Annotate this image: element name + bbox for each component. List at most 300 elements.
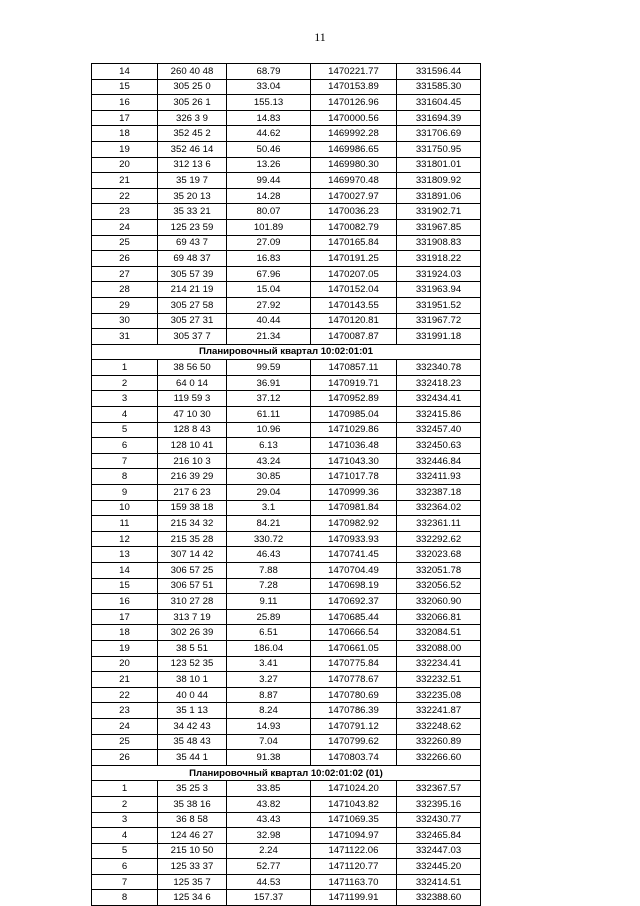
direction-angle-cell: 216 39 29 xyxy=(158,469,227,485)
direction-angle-cell: 310 27 28 xyxy=(158,594,227,610)
point-number-cell: 27 xyxy=(92,266,158,282)
table-row xyxy=(92,251,481,267)
length-cell: 8.87 xyxy=(227,687,311,703)
table-row xyxy=(92,703,481,719)
direction-angle-cell: 69 43 7 xyxy=(158,235,227,251)
x-coordinate-cell: 1471036.48 xyxy=(311,438,397,454)
point-number-cell: 16 xyxy=(92,594,158,610)
table-row xyxy=(92,625,481,641)
length-cell: 50.46 xyxy=(227,141,311,157)
x-coordinate-cell: 1470666.54 xyxy=(311,625,397,641)
x-coordinate-cell: 1470982.92 xyxy=(311,516,397,532)
table-row xyxy=(92,843,481,859)
direction-angle-cell: 306 57 51 xyxy=(158,578,227,594)
x-coordinate-cell: 1470952.89 xyxy=(311,391,397,407)
y-coordinate-cell: 332051.78 xyxy=(397,563,481,579)
length-cell: 157.37 xyxy=(227,890,311,906)
coordinates-table-body xyxy=(92,64,481,906)
length-cell: 36.91 xyxy=(227,375,311,391)
x-coordinate-cell: 1470791.12 xyxy=(311,718,397,734)
table-row xyxy=(92,531,481,547)
point-number-cell: 25 xyxy=(92,235,158,251)
table-row xyxy=(92,219,481,235)
x-coordinate-cell: 1470780.69 xyxy=(311,687,397,703)
x-coordinate-cell: 1470120.81 xyxy=(311,313,397,329)
length-cell: 40.44 xyxy=(227,313,311,329)
x-coordinate-cell: 1470704.49 xyxy=(311,563,397,579)
point-number-cell: 30 xyxy=(92,313,158,329)
direction-angle-cell: 216 10 3 xyxy=(158,453,227,469)
point-number-cell: 2 xyxy=(92,796,158,812)
direction-angle-cell: 312 13 6 xyxy=(158,157,227,173)
table-row xyxy=(92,110,481,126)
point-number-cell: 25 xyxy=(92,734,158,750)
y-coordinate-cell: 331891.06 xyxy=(397,188,481,204)
length-cell: 8.24 xyxy=(227,703,311,719)
length-cell: 7.28 xyxy=(227,578,311,594)
table-row xyxy=(92,126,481,142)
direction-angle-cell: 313 7 19 xyxy=(158,609,227,625)
length-cell: 330.72 xyxy=(227,531,311,547)
point-number-cell: 15 xyxy=(92,79,158,95)
y-coordinate-cell: 332411.93 xyxy=(397,469,481,485)
y-coordinate-cell: 332361.11 xyxy=(397,516,481,532)
x-coordinate-cell: 1470741.45 xyxy=(311,547,397,563)
page-number: 11 xyxy=(314,30,326,44)
direction-angle-cell: 69 48 37 xyxy=(158,251,227,267)
y-coordinate-cell: 332447.03 xyxy=(397,843,481,859)
x-coordinate-cell: 1470933.93 xyxy=(311,531,397,547)
direction-angle-cell: 38 5 51 xyxy=(158,640,227,656)
point-number-cell: 26 xyxy=(92,251,158,267)
length-cell: 61.11 xyxy=(227,407,311,423)
section-title: Планировочный квартал 10:02:01:01 xyxy=(92,344,481,360)
y-coordinate-cell: 332395.16 xyxy=(397,796,481,812)
length-cell: 44.62 xyxy=(227,126,311,142)
point-number-cell: 7 xyxy=(92,874,158,890)
direction-angle-cell: 38 10 1 xyxy=(158,672,227,688)
direction-angle-cell: 128 10 41 xyxy=(158,438,227,454)
point-number-cell: 3 xyxy=(92,391,158,407)
x-coordinate-cell: 1471024.20 xyxy=(311,781,397,797)
direction-angle-cell: 326 3 9 xyxy=(158,110,227,126)
table-row xyxy=(92,407,481,423)
length-cell: 21.34 xyxy=(227,329,311,345)
y-coordinate-cell: 332056.52 xyxy=(397,578,481,594)
length-cell: 43.24 xyxy=(227,453,311,469)
length-cell: 99.44 xyxy=(227,173,311,189)
table-row xyxy=(92,282,481,298)
y-coordinate-cell: 332445.20 xyxy=(397,859,481,875)
point-number-cell: 5 xyxy=(92,422,158,438)
table-row xyxy=(92,672,481,688)
x-coordinate-cell: 1470692.37 xyxy=(311,594,397,610)
y-coordinate-cell: 332260.89 xyxy=(397,734,481,750)
x-coordinate-cell: 1470919.71 xyxy=(311,375,397,391)
point-number-cell: 8 xyxy=(92,890,158,906)
y-coordinate-cell: 331604.45 xyxy=(397,95,481,111)
length-cell: 186.04 xyxy=(227,640,311,656)
y-coordinate-cell: 331809.92 xyxy=(397,173,481,189)
y-coordinate-cell: 332241.87 xyxy=(397,703,481,719)
table-row xyxy=(92,812,481,828)
y-coordinate-cell: 331585.30 xyxy=(397,79,481,95)
y-coordinate-cell: 332364.02 xyxy=(397,500,481,516)
table-row xyxy=(92,734,481,750)
direction-angle-cell: 305 57 39 xyxy=(158,266,227,282)
direction-angle-cell: 214 21 19 xyxy=(158,282,227,298)
table-row xyxy=(92,266,481,282)
direction-angle-cell: 35 20 13 xyxy=(158,188,227,204)
length-cell: 14.83 xyxy=(227,110,311,126)
y-coordinate-cell: 331801.01 xyxy=(397,157,481,173)
table-row xyxy=(92,563,481,579)
table-row xyxy=(92,656,481,672)
y-coordinate-cell: 332388.60 xyxy=(397,890,481,906)
length-cell: 6.51 xyxy=(227,625,311,641)
direction-angle-cell: 352 45 2 xyxy=(158,126,227,142)
table-row xyxy=(92,438,481,454)
y-coordinate-cell: 332434.41 xyxy=(397,391,481,407)
length-cell: 84.21 xyxy=(227,516,311,532)
y-coordinate-cell: 331750.95 xyxy=(397,141,481,157)
y-coordinate-cell: 332023.68 xyxy=(397,547,481,563)
point-number-cell: 19 xyxy=(92,141,158,157)
point-number-cell: 31 xyxy=(92,329,158,345)
length-cell: 7.04 xyxy=(227,734,311,750)
y-coordinate-cell: 331596.44 xyxy=(397,64,481,80)
table-row xyxy=(92,64,481,80)
table-row xyxy=(92,687,481,703)
y-coordinate-cell: 332450.63 xyxy=(397,438,481,454)
point-number-cell: 1 xyxy=(92,781,158,797)
point-number-cell: 22 xyxy=(92,687,158,703)
direction-angle-cell: 64 0 14 xyxy=(158,375,227,391)
table-row xyxy=(92,95,481,111)
point-number-cell: 12 xyxy=(92,531,158,547)
y-coordinate-cell: 331908.83 xyxy=(397,235,481,251)
table-row xyxy=(92,157,481,173)
direction-angle-cell: 305 37 7 xyxy=(158,329,227,345)
x-coordinate-cell: 1470799.62 xyxy=(311,734,397,750)
direction-angle-cell: 305 26 1 xyxy=(158,95,227,111)
x-coordinate-cell: 1470778.67 xyxy=(311,672,397,688)
table-row xyxy=(92,609,481,625)
table-row xyxy=(92,173,481,189)
table-row xyxy=(92,375,481,391)
point-number-cell: 24 xyxy=(92,219,158,235)
direction-angle-cell: 305 25 0 xyxy=(158,79,227,95)
x-coordinate-cell: 1470191.25 xyxy=(311,251,397,267)
direction-angle-cell: 35 1 13 xyxy=(158,703,227,719)
point-number-cell: 5 xyxy=(92,843,158,859)
y-coordinate-cell: 332292.62 xyxy=(397,531,481,547)
length-cell: 99.59 xyxy=(227,360,311,376)
table-row xyxy=(92,890,481,906)
y-coordinate-cell: 332060.90 xyxy=(397,594,481,610)
y-coordinate-cell: 332414.51 xyxy=(397,874,481,890)
length-cell: 33.85 xyxy=(227,781,311,797)
y-coordinate-cell: 331967.85 xyxy=(397,219,481,235)
point-number-cell: 18 xyxy=(92,126,158,142)
y-coordinate-cell: 331918.22 xyxy=(397,251,481,267)
length-cell: 7.88 xyxy=(227,563,311,579)
table-row xyxy=(92,422,481,438)
table-row xyxy=(92,718,481,734)
y-coordinate-cell: 332367.57 xyxy=(397,781,481,797)
length-cell: 43.43 xyxy=(227,812,311,828)
x-coordinate-cell: 1470685.44 xyxy=(311,609,397,625)
length-cell: 155.13 xyxy=(227,95,311,111)
direction-angle-cell: 36 8 58 xyxy=(158,812,227,828)
y-coordinate-cell: 332457.40 xyxy=(397,422,481,438)
length-cell: 101.89 xyxy=(227,219,311,235)
y-coordinate-cell: 332084.51 xyxy=(397,625,481,641)
point-number-cell: 29 xyxy=(92,297,158,313)
y-coordinate-cell: 332430.77 xyxy=(397,812,481,828)
y-coordinate-cell: 332418.23 xyxy=(397,375,481,391)
x-coordinate-cell: 1471043.82 xyxy=(311,796,397,812)
point-number-cell: 14 xyxy=(92,563,158,579)
direction-angle-cell: 306 57 25 xyxy=(158,563,227,579)
table-row xyxy=(92,360,481,376)
x-coordinate-cell: 1470999.36 xyxy=(311,485,397,501)
y-coordinate-cell: 332234.41 xyxy=(397,656,481,672)
point-number-cell: 17 xyxy=(92,609,158,625)
x-coordinate-cell: 1470000.56 xyxy=(311,110,397,126)
x-coordinate-cell: 1470207.05 xyxy=(311,266,397,282)
direction-angle-cell: 38 56 50 xyxy=(158,360,227,376)
direction-angle-cell: 35 19 7 xyxy=(158,173,227,189)
y-coordinate-cell: 331967.72 xyxy=(397,313,481,329)
x-coordinate-cell: 1469986.65 xyxy=(311,141,397,157)
x-coordinate-cell: 1471069.35 xyxy=(311,812,397,828)
point-number-cell: 26 xyxy=(92,750,158,766)
y-coordinate-cell: 331924.03 xyxy=(397,266,481,282)
point-number-cell: 2 xyxy=(92,375,158,391)
direction-angle-cell: 34 42 43 xyxy=(158,718,227,734)
length-cell: 16.83 xyxy=(227,251,311,267)
point-number-cell: 6 xyxy=(92,859,158,875)
y-coordinate-cell: 331991.18 xyxy=(397,329,481,345)
y-coordinate-cell: 332235.08 xyxy=(397,687,481,703)
point-number-cell: 1 xyxy=(92,360,158,376)
table-row xyxy=(92,141,481,157)
x-coordinate-cell: 1471094.97 xyxy=(311,828,397,844)
table-row xyxy=(92,204,481,220)
table-row xyxy=(92,640,481,656)
length-cell: 2.24 xyxy=(227,843,311,859)
table-row xyxy=(92,313,481,329)
direction-angle-cell: 125 33 37 xyxy=(158,859,227,875)
table-row xyxy=(92,828,481,844)
point-number-cell: 21 xyxy=(92,173,158,189)
x-coordinate-cell: 1470775.84 xyxy=(311,656,397,672)
direction-angle-cell: 307 14 42 xyxy=(158,547,227,563)
point-number-cell: 13 xyxy=(92,547,158,563)
direction-angle-cell: 35 33 21 xyxy=(158,204,227,220)
direction-angle-cell: 305 27 31 xyxy=(158,313,227,329)
length-cell: 43.82 xyxy=(227,796,311,812)
length-cell: 25.89 xyxy=(227,609,311,625)
length-cell: 3.1 xyxy=(227,500,311,516)
x-coordinate-cell: 1471017.78 xyxy=(311,469,397,485)
table-row xyxy=(92,594,481,610)
direction-angle-cell: 159 38 18 xyxy=(158,500,227,516)
point-number-cell: 18 xyxy=(92,625,158,641)
x-coordinate-cell: 1470087.87 xyxy=(311,329,397,345)
table-row xyxy=(92,453,481,469)
point-number-cell: 9 xyxy=(92,485,158,501)
length-cell: 15.04 xyxy=(227,282,311,298)
point-number-cell: 16 xyxy=(92,95,158,111)
x-coordinate-cell: 1470027.97 xyxy=(311,188,397,204)
direction-angle-cell: 305 27 58 xyxy=(158,297,227,313)
x-coordinate-cell: 1471029.86 xyxy=(311,422,397,438)
length-cell: 14.28 xyxy=(227,188,311,204)
direction-angle-cell: 125 34 6 xyxy=(158,890,227,906)
direction-angle-cell: 215 10 50 xyxy=(158,843,227,859)
length-cell: 44.53 xyxy=(227,874,311,890)
direction-angle-cell: 35 48 43 xyxy=(158,734,227,750)
table-row xyxy=(92,859,481,875)
table-row xyxy=(92,79,481,95)
point-number-cell: 11 xyxy=(92,516,158,532)
direction-angle-cell: 215 34 32 xyxy=(158,516,227,532)
direction-angle-cell: 35 25 3 xyxy=(158,781,227,797)
length-cell: 9.11 xyxy=(227,594,311,610)
direction-angle-cell: 35 44 1 xyxy=(158,750,227,766)
y-coordinate-cell: 331902.71 xyxy=(397,204,481,220)
table-row xyxy=(92,874,481,890)
table-row xyxy=(92,796,481,812)
x-coordinate-cell: 1469992.28 xyxy=(311,126,397,142)
direction-angle-cell: 302 26 39 xyxy=(158,625,227,641)
point-number-cell: 20 xyxy=(92,656,158,672)
x-coordinate-cell: 1470698.19 xyxy=(311,578,397,594)
length-cell: 14.93 xyxy=(227,718,311,734)
length-cell: 27.09 xyxy=(227,235,311,251)
length-cell: 91.38 xyxy=(227,750,311,766)
point-number-cell: 7 xyxy=(92,453,158,469)
table-row xyxy=(92,235,481,251)
x-coordinate-cell: 1470165.84 xyxy=(311,235,397,251)
x-coordinate-cell: 1470803.74 xyxy=(311,750,397,766)
y-coordinate-cell: 331963.94 xyxy=(397,282,481,298)
table-row xyxy=(92,578,481,594)
y-coordinate-cell: 331694.39 xyxy=(397,110,481,126)
table-row xyxy=(92,485,481,501)
length-cell: 68.79 xyxy=(227,64,311,80)
table-row xyxy=(92,547,481,563)
length-cell: 37.12 xyxy=(227,391,311,407)
y-coordinate-cell: 332465.84 xyxy=(397,828,481,844)
point-number-cell: 28 xyxy=(92,282,158,298)
point-number-cell: 8 xyxy=(92,469,158,485)
x-coordinate-cell: 1469980.30 xyxy=(311,157,397,173)
section-title: Планировочный квартал 10:02:01:02 (01) xyxy=(92,765,481,781)
table-row xyxy=(92,500,481,516)
table-row xyxy=(92,391,481,407)
point-number-cell: 17 xyxy=(92,110,158,126)
x-coordinate-cell: 1470985.04 xyxy=(311,407,397,423)
length-cell: 80.07 xyxy=(227,204,311,220)
direction-angle-cell: 35 38 16 xyxy=(158,796,227,812)
length-cell: 3.41 xyxy=(227,656,311,672)
section-header-row xyxy=(92,344,481,360)
length-cell: 10.96 xyxy=(227,422,311,438)
length-cell: 29.04 xyxy=(227,485,311,501)
y-coordinate-cell: 332066.81 xyxy=(397,609,481,625)
y-coordinate-cell: 332088.00 xyxy=(397,640,481,656)
x-coordinate-cell: 1470126.96 xyxy=(311,95,397,111)
point-number-cell: 24 xyxy=(92,718,158,734)
table-row xyxy=(92,781,481,797)
section-header-row xyxy=(92,765,481,781)
x-coordinate-cell: 1470143.55 xyxy=(311,297,397,313)
y-coordinate-cell: 332248.62 xyxy=(397,718,481,734)
x-coordinate-cell: 1471122.06 xyxy=(311,843,397,859)
table-row xyxy=(92,469,481,485)
point-number-cell: 19 xyxy=(92,640,158,656)
length-cell: 13.26 xyxy=(227,157,311,173)
x-coordinate-cell: 1470082.79 xyxy=(311,219,397,235)
length-cell: 6.13 xyxy=(227,438,311,454)
table-row xyxy=(92,297,481,313)
point-number-cell: 21 xyxy=(92,672,158,688)
x-coordinate-cell: 1469970.48 xyxy=(311,173,397,189)
x-coordinate-cell: 1471120.77 xyxy=(311,859,397,875)
length-cell: 27.92 xyxy=(227,297,311,313)
point-number-cell: 15 xyxy=(92,578,158,594)
coordinates-table xyxy=(91,63,481,906)
direction-angle-cell: 260 40 48 xyxy=(158,64,227,80)
y-coordinate-cell: 331951.52 xyxy=(397,297,481,313)
y-coordinate-cell: 332387.18 xyxy=(397,485,481,501)
x-coordinate-cell: 1471043.30 xyxy=(311,453,397,469)
direction-angle-cell: 352 46 14 xyxy=(158,141,227,157)
y-coordinate-cell: 332232.51 xyxy=(397,672,481,688)
length-cell: 32.98 xyxy=(227,828,311,844)
point-number-cell: 20 xyxy=(92,157,158,173)
point-number-cell: 10 xyxy=(92,500,158,516)
point-number-cell: 14 xyxy=(92,64,158,80)
direction-angle-cell: 124 46 27 xyxy=(158,828,227,844)
y-coordinate-cell: 331706.69 xyxy=(397,126,481,142)
direction-angle-cell: 217 6 23 xyxy=(158,485,227,501)
direction-angle-cell: 128 8 43 xyxy=(158,422,227,438)
point-number-cell: 6 xyxy=(92,438,158,454)
length-cell: 52.77 xyxy=(227,859,311,875)
point-number-cell: 23 xyxy=(92,703,158,719)
point-number-cell: 22 xyxy=(92,188,158,204)
y-coordinate-cell: 332340.78 xyxy=(397,360,481,376)
point-number-cell: 4 xyxy=(92,828,158,844)
x-coordinate-cell: 1470153.89 xyxy=(311,79,397,95)
table-row xyxy=(92,329,481,345)
x-coordinate-cell: 1470981.84 xyxy=(311,500,397,516)
direction-angle-cell: 123 52 35 xyxy=(158,656,227,672)
direction-angle-cell: 40 0 44 xyxy=(158,687,227,703)
length-cell: 33.04 xyxy=(227,79,311,95)
y-coordinate-cell: 332446.84 xyxy=(397,453,481,469)
direction-angle-cell: 119 59 3 xyxy=(158,391,227,407)
length-cell: 67.96 xyxy=(227,266,311,282)
x-coordinate-cell: 1470857.11 xyxy=(311,360,397,376)
x-coordinate-cell: 1470152.04 xyxy=(311,282,397,298)
y-coordinate-cell: 332415.86 xyxy=(397,407,481,423)
x-coordinate-cell: 1470661.05 xyxy=(311,640,397,656)
